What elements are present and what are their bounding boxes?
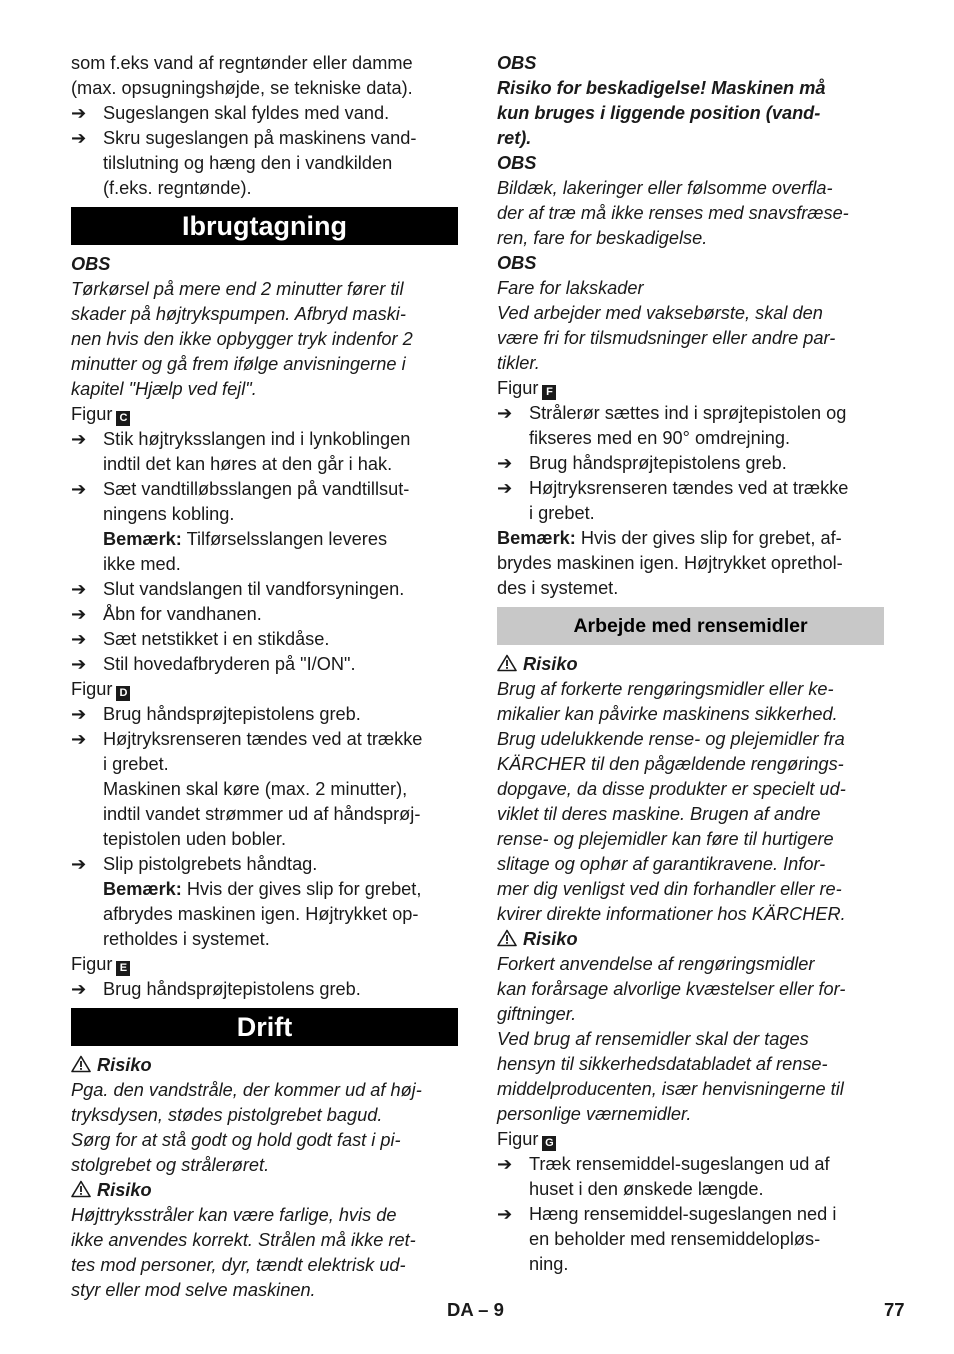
obs-text: Tørkørsel på mere end 2 minutter fører til skader på højtrykspumpen. Afbryd maski- nen hvis den ikke opbygger tryk indenfor 2 minutter og gå frem ifølge anvisningerne i kapitel "Hjælp ved fejl". [71, 279, 413, 399]
list-item: ➔ Sæt netstikket i en stikdåse. [71, 627, 458, 652]
arrow-icon: ➔ [71, 729, 87, 749]
arrow-icon: ➔ [71, 704, 87, 724]
warning-triangle-icon [497, 929, 517, 947]
note: Maskinen skal køre (max. 2 minutter), indtil vandet strømmer ud af håndsprøj- tepistolen uden bobler. [103, 779, 421, 849]
page-number: 77 [884, 1299, 905, 1320]
figure-g-badge: G [542, 1136, 556, 1151]
list-item: ➔ Højtryksrenseren tændes ved at trække i grebet. [497, 478, 849, 523]
footer-section-code: DA – 9 [447, 1299, 504, 1320]
figure-ref: Figur C [71, 402, 458, 427]
figure-d-badge: D [116, 686, 130, 701]
risiko-label: Risiko [497, 652, 884, 677]
arrow-icon: ➔ [71, 979, 87, 999]
left-column [71, 51, 458, 1303]
arrow-icon: ➔ [497, 453, 513, 473]
arrow-icon: ➔ [71, 629, 87, 649]
list-item: ➔ Træk rensemiddel-sugeslangen ud af huset i den ønskede længde. [497, 1154, 830, 1199]
list-item: ➔ Brug håndsprøjtepistolens greb. [71, 977, 458, 1002]
section-heading-rensemidler: Arbejde med rensemidler [497, 607, 884, 645]
list-item: ➔ Åbn for vandhanen. [71, 602, 458, 627]
arrow-icon: ➔ [497, 1204, 513, 1224]
obs-label: OBS [497, 53, 537, 73]
list-item: ➔ Strålerør sættes ind i sprøjtepistolen og fikseres med en 90° omdrejning. [497, 403, 847, 448]
list-item: ➔ Slip pistolgrebets håndtag. [71, 852, 458, 877]
arrow-icon: ➔ [497, 403, 513, 423]
arrow-icon: ➔ [71, 579, 87, 599]
arrow-icon: ➔ [71, 128, 87, 148]
obs-text: Bildæk, lakeringer eller følsomme overfla- der af træ må ikke renses med snavsfræse- ren, fare for beskadigelse. [497, 178, 849, 248]
arrow-icon: ➔ [71, 604, 87, 624]
arrow-icon: ➔ [497, 1154, 513, 1174]
list-item: ➔ Stik højtryksslangen ind i lynkoblingen indtil det kan høres at den går i hak. [71, 429, 411, 474]
list-item: ➔ Brug håndsprøjtepistolens greb. [71, 702, 458, 727]
obs-label: OBS [497, 253, 537, 273]
risiko-label: Risiko [497, 927, 884, 952]
obs-label: OBS [497, 153, 537, 173]
risiko-text: Pga. den vandstråle, der kommer ud af høj- tryksdysen, stødes pistolgrebet bagud. Sørg for at stå godt og hold godt fast i pi- stolgrebet og strålerøret. [71, 1080, 422, 1175]
obs-text: Risiko for beskadigelse! Maskinen må kun bruges i liggende position (vand- ret). [497, 78, 826, 148]
list-item: ➔ Stil hovedafbryderen på "I/ON". [71, 652, 458, 677]
arrow-icon: ➔ [71, 429, 87, 449]
list-item: ➔ Højtryksrenseren tændes ved at trække i grebet. [71, 729, 423, 774]
risiko-text: Brug af forkerte rengøringsmidler eller ke- mikalier kan påvirke maskinens sikkerhed. Brug udelukkende rense- og plejemidler fra KÄRCHER til den pågældende rengørings- dopgave, da disse produkter er specielt ud- viklet til deres maskine. Brugen af andre rense- og plejemidler kan føre til hurtigere slitage og ophør af garantikravene. Infor- mer dig venligst ved din forhandler eller re- kvirer direkte informationer hos KÄRCHER. [497, 679, 846, 924]
arrow-icon: ➔ [71, 854, 87, 874]
risiko-label: Risiko [71, 1053, 458, 1078]
obs-label: OBS [71, 254, 111, 274]
list-item: ➔ Brug håndsprøjtepistolens greb. [497, 451, 884, 476]
note: Bemærk: Tilførselsslangen leveres ikke med. [103, 529, 388, 574]
section-heading-drift: Drift [71, 1008, 458, 1046]
figure-ref: Figur D [71, 677, 458, 702]
list-item: ➔ Sæt vandtilløbsslangen på vandtillsut- ningens kobling. [71, 479, 410, 524]
warning-triangle-icon [71, 1055, 91, 1073]
note: Bemærk: Hvis der gives slip for grebet, af- brydes maskinen igen. Højtrykket oprethol- des i systemet. [497, 528, 843, 598]
obs-text: Fare for lakskader Ved arbejder med vaksebørste, skal den være fri for tilsmudsninger eller andre par- tikler. [497, 278, 836, 373]
list-item: ➔ Slut vandslangen til vandforsyningen. [71, 577, 458, 602]
arrow-icon: ➔ [71, 103, 87, 123]
note: Bemærk: Hvis der gives slip for grebet, afbrydes maskinen igen. Højtrykket op- retholdes i systemet. [103, 879, 422, 949]
list-item: ➔ Hæng rensemiddel-sugeslangen ned i en beholder med rensemiddelopløs- ning. [497, 1204, 837, 1274]
section-heading-ibrugtagning: Ibrugtagning [71, 207, 458, 245]
risiko-text: Forkert anvendelse af rengøringsmidler kan forårsage alvorlige kvæstelser eller for- giftninger. Ved brug af rensemidler skal der tages hensyn til sikkerhedsdatabladet af rense- middelproducenten, især henvisningerne til personlige værnemidler. [497, 954, 846, 1124]
figure-e-badge: E [116, 961, 130, 976]
figure-ref: Figur E [71, 952, 458, 977]
figure-f-badge: F [542, 385, 556, 400]
list-item: ➔ Skru sugeslangen på maskinens vand- tilslutning og hæng den i vandkilden (f.eks. regntønde). [71, 128, 417, 198]
arrow-icon: ➔ [497, 478, 513, 498]
risiko-label: Risiko [71, 1178, 458, 1203]
right-column [497, 51, 884, 1277]
arrow-icon: ➔ [71, 479, 87, 499]
figure-c-badge: C [116, 411, 130, 426]
intro-text: som f.eks vand af regntønder eller damme (max. opsugningshøjde, se tekniske data). [71, 53, 413, 98]
figure-ref: Figur F [497, 376, 884, 401]
warning-triangle-icon [497, 654, 517, 672]
warning-triangle-icon [71, 1180, 91, 1198]
figure-ref: Figur G [497, 1127, 884, 1152]
arrow-icon: ➔ [71, 654, 87, 674]
list-item: ➔ Sugeslangen skal fyldes med vand. [71, 101, 458, 126]
risiko-text: Højttryksstråler kan være farlige, hvis de ikke anvendes korrekt. Strålen må ikke ret- tes mod personer, dyr, tændt elektrisk ud- styr eller mod selve maskinen. [71, 1205, 416, 1300]
